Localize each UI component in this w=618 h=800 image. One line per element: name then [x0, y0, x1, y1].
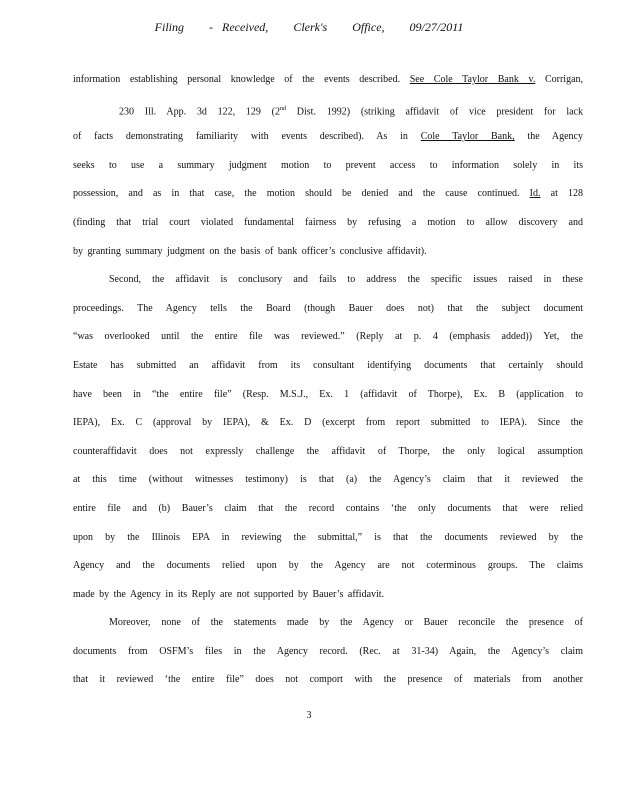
header-received: - Received, [209, 20, 269, 34]
header-filing: Filing [154, 20, 185, 34]
header-clerks: Clerk's [293, 20, 328, 34]
paragraph-start: Moreover, none of the statements made by the Agency or Bauer reconcile the presence of [109, 617, 583, 629]
body-text [73, 73, 583, 702]
text-line: have been in “the entire file” (Resp. M.S.J., Ex. 1 (affidavit of Thorpe), Ex. B (application to [73, 388, 583, 400]
text-line: Estate has submitted an affidavit from its consultant identifying documents that certainly should [73, 359, 583, 371]
paragraph-start: Second, the affidavit is conclusory and fails to address the specific issues raised in these [109, 274, 583, 286]
text-line: made by the Agency in its Reply are not supported by Bauer’s affidavit. [73, 588, 385, 600]
text-line: upon by the Illinois EPA in reviewing the submittal,” is that the documents reviewed by the [73, 531, 583, 543]
text-line: of facts demonstrating familiarity with events described). As in Cole Taylor Bank, the Agency [73, 131, 583, 143]
text-line: proceedings. The Agency tells the Board (though Bauer does not) that the subject document [73, 302, 583, 314]
text-line: that it reviewed ‘the entire file” does not comport with the presence of materials from another [73, 674, 583, 686]
page-number: 3 [306, 710, 312, 721]
text-line: Agency and the documents relied upon by the Agency are not coterminous groups. The claims [73, 560, 583, 572]
text-line: seeks to use a summary judgment motion to prevent access to information solely in its [73, 159, 583, 171]
text-line: documents from OSFM’s files in the Agency record. (Rec. at 31-34) Again, the Agency’s claim [73, 645, 583, 657]
header-date: 09/27/2011 [409, 20, 464, 34]
text-line: by granting summary judgment on the basis of bank officer’s conclusive affidavit). [73, 245, 427, 257]
case-citation: Cole Taylor Bank, [420, 131, 515, 143]
text-line: counteraffidavit does not expressly challenge the affidavit of Thorpe, the only logical assumption [73, 445, 583, 457]
text-line: “was overlooked until the entire file was reviewed.” (Reply at p. 4 (emphasis added)) Yet, the [73, 331, 583, 343]
text-line: information establishing personal knowledge of the events described. See Cole Taylor Bank v. Corrigan, [73, 74, 584, 85]
filing-header [0, 20, 618, 35]
text-line: entire file and (b) Bauer’s claim that the record contains ‘the only documents that were relied [73, 502, 583, 514]
case-citation: See Cole Taylor Bank v. [409, 74, 536, 85]
case-citation: Id. [529, 188, 541, 200]
text-line: 230 Ill. App. 3d 122, 129 (2nd Dist. 1992) (striking affidavit of vice president for lack [119, 105, 583, 117]
header-office: Office, [352, 20, 385, 34]
text-line: at this time (without witnesses testimony) is that (a) the Agency’s claim that it reviewed the [73, 474, 583, 486]
text-line: IEPA), Ex. C (approval by IEPA), & Ex. D (excerpt from report submitted to IEPA). Since the [73, 417, 583, 429]
text-line: (finding that trial court violated fundamental fairness by refusing a motion to allow discovery and [73, 216, 583, 228]
text-line: possession, and as in that case, the motion should be denied and the cause continued. Id. at 128 [73, 188, 584, 200]
